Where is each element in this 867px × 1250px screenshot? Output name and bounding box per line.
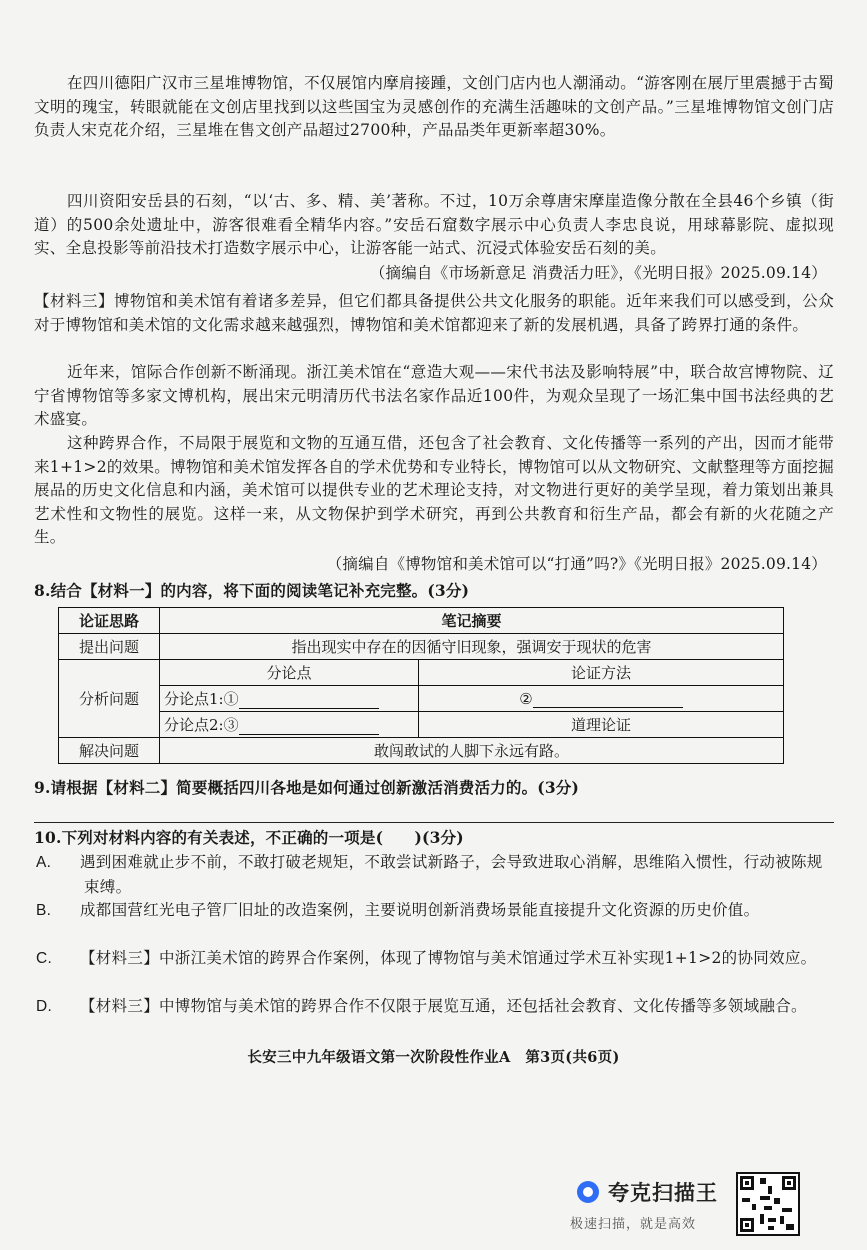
table-row: [59, 634, 784, 660]
watermark-title: 夸克扫描王: [608, 1182, 718, 1205]
subheader-sub-argument: 分论点: [160, 660, 419, 686]
qr-code-icon: [736, 1172, 800, 1236]
paragraph-anyue: 四川资阳安岳县的石刻，“以‘古、多、精、美’著称。不过，10万余尊唐宋摩崖造像分散在全县46个乡镇（街道）的500余处遗址中，游客很难看全精华内容。”安岳石窟数字展示中心负责人李忠良说，用球幕影院、虚拟现实、全息投影等前沿技术打造数字展示中心，让游客能一站式、沉浸式体验安岳石刻的美。: [34, 192, 834, 258]
option-c[interactable]: [36, 946, 836, 971]
option-label: C.: [36, 950, 53, 967]
label-blank-2: ②: [519, 689, 533, 708]
cell-sub-argument-2: [160, 712, 419, 738]
option-label: A.: [36, 854, 52, 871]
cell-sub-argument-1: [160, 686, 419, 712]
table-row: [59, 686, 784, 712]
source-citation-2: （摘编自《博物馆和美术馆可以“打通”吗?》《光明日报》2025.09.14）: [326, 555, 827, 573]
option-d[interactable]: [36, 994, 836, 1019]
header-argument-path: 论证思路: [59, 608, 160, 634]
option-a[interactable]: [36, 850, 836, 900]
question-10-stem: 10.下列对材料内容的有关表述，不正确的一项是( )(3分): [34, 828, 464, 847]
blank-2-input[interactable]: [533, 707, 683, 708]
cell-raise-problem: 指出现实中存在的因循守旧现象，强调安于现状的危害: [160, 634, 784, 660]
paragraph-crossover: 这种跨界合作，不局限于展览和文物的互通互借，还包含了社会教育、文化传播等一系列的产出，因而才能带来1+1>2的效果。博物馆和美术馆发挥各自的学术优势和专业特长，博物馆可以从文物研究、文献整理等方面挖掘展品的历史文化信息和内涵，美术馆可以提供专业的艺术理论支持，对文物进行更好的美学呈现，着力策划出兼具艺术性和文物性的展览。这样一来，从文物保护到学术研究，再到公共教育和衍生产品，都会有新的火花随之产生。: [34, 434, 834, 547]
label-sub-argument-1: 分论点1:①: [164, 690, 239, 708]
watermark-subtitle: 极速扫描，就是高效: [570, 1216, 697, 1231]
page-footer: 长安三中九年级语文第一次阶段性作业A 第3页(共6页): [247, 1049, 620, 1066]
table-row: [59, 738, 784, 764]
paragraph-material-3: 【材料三】博物馆和美术馆有着诸多差异，但它们都具备提供公共文化服务的职能。近年来我们可以感受到，公众对于博物馆和美术馆的文化需求越来越强烈，博物馆和美术馆都迎来了新的发展机遇，具备了跨界打通的条件。: [34, 292, 834, 334]
option-text: 【材料三】中浙江美术馆的跨界合作案例，体现了博物馆与美术馆通过学术互补实现1+1>2的协同效应。: [80, 949, 817, 967]
row-analyze-problem: 分析问题: [59, 660, 160, 738]
cell-solve-problem: 敢闯敢试的人脚下永远有路。: [160, 738, 784, 764]
table-row: [59, 608, 784, 634]
label-sub-argument-2: 分论点2:③: [164, 716, 239, 734]
table-row: [59, 712, 784, 738]
blank-3-input[interactable]: [239, 734, 379, 735]
answer-line-9[interactable]: [34, 822, 834, 823]
table-row: [59, 660, 784, 686]
source-citation-1: （摘编自《市场新意足 消费活力旺》，《光明日报》2025.09.14）: [369, 264, 827, 282]
option-text: 成都国营红光电子管厂旧址的改造案例，主要说明创新消费场景能直接提升文化资源的历史价值。: [80, 901, 760, 919]
question-9-stem: 9.请根据【材料二】简要概括四川各地是如何通过创新激活消费活力的。(3分): [34, 778, 580, 797]
option-label: D.: [36, 998, 53, 1015]
header-note-summary: 笔记摘要: [160, 608, 784, 634]
subheader-method: 论证方法: [419, 660, 784, 686]
option-label: B.: [36, 902, 52, 919]
cell-method-1: [419, 686, 784, 712]
option-text: 【材料三】中博物馆与美术馆的跨界合作不仅限于展览互通，还包括社会教育、文化传播等多领域融合。: [80, 997, 807, 1015]
paragraph-sanxingdui: 在四川德阳广汉市三星堆博物馆，不仅展馆内摩肩接踵，文创门店内也人潮涌动。“游客刚在展厅里震撼于古蜀文明的瑰宝，转眼就能在文创店里找到以这些国宝为灵感创作的充满生活趣味的文创产品。”三星堆博物馆文创门店负责人宋克花介绍，三星堆在售文创产品超过2700种，产品品类年更新率超30%。: [34, 74, 834, 140]
question-8-stem: 8.结合【材料一】的内容，将下面的阅读笔记补充完整。(3分): [34, 581, 470, 600]
blank-1-input[interactable]: [239, 708, 379, 709]
quark-logo-icon: [577, 1181, 599, 1203]
paragraph-cooperation: 近年来，馆际合作创新不断涌现。浙江美术馆在“意造大观——宋代书法及影响特展”中，联合故宫博物院、辽宁省博物馆等多家文博机构，展出宋元明清历代书法名家作品近100件，为观众呈现了一场汇集中国书法经典的艺术盛宴。: [34, 363, 834, 429]
row-raise-problem: 提出问题: [59, 634, 160, 660]
reading-notes-table: [58, 607, 784, 764]
option-b[interactable]: [36, 898, 836, 923]
option-text: 遇到困难就止步不前，不敢打破老规矩，不敢尝试新路子，会导致进取心消解，思维陷入惯性，行动被陈规束缚。: [80, 853, 823, 896]
cell-method-2: 道理论证: [419, 712, 784, 738]
row-solve-problem: 解决问题: [59, 738, 160, 764]
